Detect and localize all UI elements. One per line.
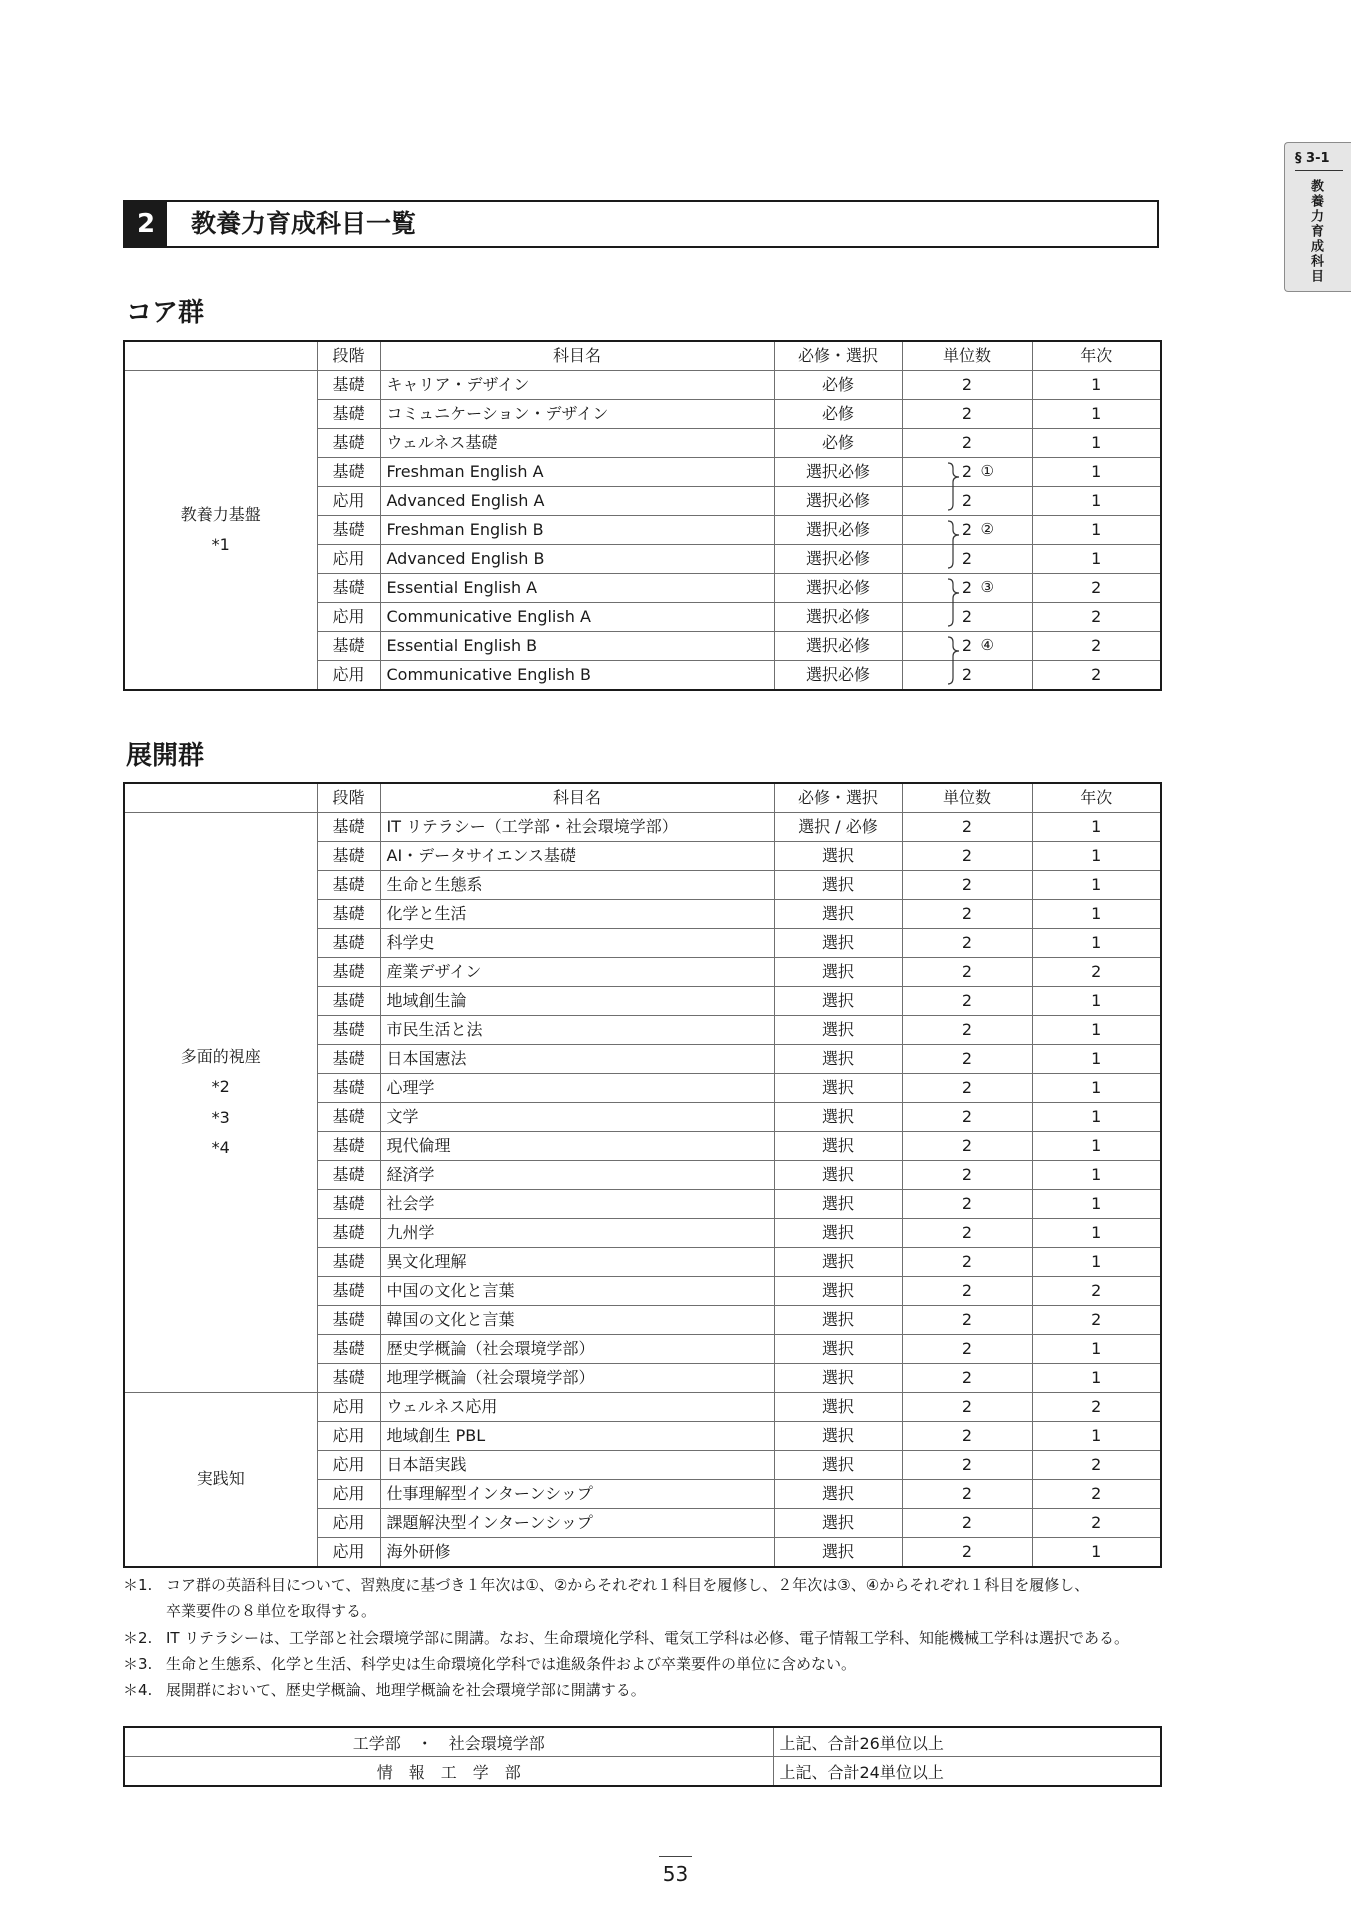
- credits-cell: 2: [902, 632, 1032, 661]
- table-header-row: [124, 341, 1161, 371]
- year-cell: 1: [1032, 429, 1161, 458]
- category-name: 多面的視座: [180, 1046, 261, 1066]
- level-cell: 基礎: [317, 1364, 380, 1393]
- requirement-cell: 選択: [774, 1103, 902, 1132]
- credits-cell: 2: [902, 458, 1032, 487]
- requirement-cell: 選択: [774, 1161, 902, 1190]
- subject-cell: 地域創生論: [380, 987, 774, 1016]
- year-cell: 1: [1032, 871, 1161, 900]
- table-row: [124, 813, 1161, 842]
- subject-cell: 地域創生 PBL: [380, 1422, 774, 1451]
- credits-cell: 2: [902, 813, 1032, 842]
- footnote: [123, 1572, 1163, 1625]
- level-cell: 応用: [317, 545, 380, 574]
- footnote-mark: ＊1.: [123, 1576, 153, 1594]
- level-cell: 応用: [317, 1393, 380, 1422]
- level-cell: 基礎: [317, 400, 380, 429]
- year-cell: 1: [1032, 458, 1161, 487]
- footnote-text: [166, 1677, 646, 1703]
- summary-row: [124, 1727, 1161, 1757]
- requirement-cell: 選択: [774, 1132, 902, 1161]
- subject-cell: 歴史学概論（社会環境学部）: [380, 1335, 774, 1364]
- credits-cell: 2: [902, 1364, 1032, 1393]
- subject-cell: 心理学: [380, 1074, 774, 1103]
- subject-cell: 社会学: [380, 1190, 774, 1219]
- level-cell: 応用: [317, 1451, 380, 1480]
- table-row: [124, 371, 1161, 400]
- footnote-line: IT リテラシーは、工学部と社会環境学部に開講。なお、生命環境化学科、電気工学科は必修、電子情報工学科、知能機械工学科は選択である。: [166, 1628, 1130, 1647]
- section-index-divider: [1295, 170, 1343, 171]
- credits-cell: 2: [902, 487, 1032, 516]
- subject-cell: 地理学概論（社会環境学部）: [380, 1364, 774, 1393]
- subject-cell: Advanced English B: [380, 545, 774, 574]
- header-credits: 単位数: [902, 783, 1032, 813]
- subject-cell: Essential English B ④: [380, 632, 774, 661]
- requirement-cell: 必修: [774, 400, 902, 429]
- requirement-cell: 選択: [774, 1480, 902, 1509]
- year-cell: 1: [1032, 1248, 1161, 1277]
- subject-cell: Freshman English A ①: [380, 458, 774, 487]
- page-number-rule: [659, 1856, 692, 1857]
- header-year: 年次: [1032, 783, 1161, 813]
- year-cell: 1: [1032, 1538, 1161, 1568]
- summary-faculty: 情 報 工 学 部: [124, 1757, 773, 1787]
- footnote-mark: ＊2.: [123, 1628, 153, 1647]
- header-requirement: 必修・選択: [774, 783, 902, 813]
- requirement-cell: 選択: [774, 958, 902, 987]
- level-cell: 基礎: [317, 1219, 380, 1248]
- requirement-cell: 選択必修: [774, 603, 902, 632]
- requirement-cell: 必修: [774, 429, 902, 458]
- level-cell: 基礎: [317, 929, 380, 958]
- subject-cell: 九州学: [380, 1219, 774, 1248]
- level-cell: 基礎: [317, 371, 380, 400]
- level-cell: 基礎: [317, 574, 380, 603]
- requirement-cell: 選択: [774, 1016, 902, 1045]
- header-level: 段階: [317, 783, 380, 813]
- credits-cell: 2: [902, 1103, 1032, 1132]
- requirement-cell: 選択必修: [774, 516, 902, 545]
- category-cell: [124, 813, 317, 1393]
- credits-cell: 2: [902, 400, 1032, 429]
- credits-cell: 2: [902, 1074, 1032, 1103]
- level-cell: 基礎: [317, 1190, 380, 1219]
- expansion-group-heading: 展開群: [126, 741, 205, 771]
- level-cell: 基礎: [317, 458, 380, 487]
- summary-faculty: 工学部 ・ 社会環境学部: [124, 1727, 773, 1757]
- footnote-line: 生命と生態系、化学と生活、科学史は生命環境化学科では進級条件および卒業要件の単位に含めない。: [166, 1654, 857, 1673]
- category-note: *2: [211, 1077, 230, 1097]
- year-cell: 1: [1032, 1045, 1161, 1074]
- requirement-cell: 選択: [774, 1190, 902, 1219]
- requirement-cell: 必修: [774, 371, 902, 400]
- subject-cell: IT リテラシー（工学部・社会環境学部）: [380, 813, 774, 842]
- header-subject: 科目名: [380, 783, 774, 813]
- table-header-row: [124, 783, 1161, 813]
- requirement-cell: 選択: [774, 1451, 902, 1480]
- footnote: [123, 1677, 1163, 1703]
- level-cell: 基礎: [317, 1103, 380, 1132]
- summary-requirement: 上記、合計26単位以上: [773, 1727, 1161, 1757]
- credits-cell: 2: [902, 842, 1032, 871]
- credits-cell: 2: [902, 871, 1032, 900]
- level-cell: 基礎: [317, 1132, 380, 1161]
- year-cell: 2: [1032, 574, 1161, 603]
- requirement-cell: 選択: [774, 1306, 902, 1335]
- credits-cell: 2: [902, 929, 1032, 958]
- credits-cell: 2: [902, 545, 1032, 574]
- footnote-mark: ＊4.: [123, 1681, 153, 1699]
- level-cell: 応用: [317, 1480, 380, 1509]
- credits-cell: 2: [902, 1016, 1032, 1045]
- group-marker: ①: [980, 462, 994, 480]
- level-cell: 基礎: [317, 632, 380, 661]
- subject-cell: ウェルネス基礎: [380, 429, 774, 458]
- level-cell: 基礎: [317, 1248, 380, 1277]
- footnote-text: [166, 1625, 1129, 1651]
- level-cell: 応用: [317, 661, 380, 691]
- requirement-cell: 選択: [774, 1335, 902, 1364]
- requirement-cell: 選択 / 必修: [774, 813, 902, 842]
- year-cell: 2: [1032, 1393, 1161, 1422]
- year-cell: 1: [1032, 545, 1161, 574]
- section-title-box: [123, 200, 1159, 248]
- requirement-cell: 選択必修: [774, 545, 902, 574]
- level-cell: 応用: [317, 1422, 380, 1451]
- credits-cell: 2: [902, 1509, 1032, 1538]
- level-cell: 応用: [317, 603, 380, 632]
- level-cell: 基礎: [317, 429, 380, 458]
- credits-cell: 2: [902, 603, 1032, 632]
- credits-cell: 2: [902, 1219, 1032, 1248]
- section-index-tab: [1284, 142, 1351, 292]
- level-cell: 基礎: [317, 1016, 380, 1045]
- subject-cell: 韓国の文化と言葉: [380, 1306, 774, 1335]
- year-cell: 2: [1032, 1480, 1161, 1509]
- year-cell: 1: [1032, 987, 1161, 1016]
- requirement-cell: 選択必修: [774, 632, 902, 661]
- credits-cell: 2: [902, 900, 1032, 929]
- year-cell: 2: [1032, 1509, 1161, 1538]
- credits-cell: 2: [902, 1248, 1032, 1277]
- level-cell: 応用: [317, 1538, 380, 1568]
- subject-cell: Essential English A ③: [380, 574, 774, 603]
- requirement-cell: 選択必修: [774, 574, 902, 603]
- level-cell: 基礎: [317, 813, 380, 842]
- footnote-line: 卒業要件の８単位を取得する。: [166, 1602, 377, 1621]
- core-course-table: [123, 340, 1162, 691]
- subject-cell: 化学と生活: [380, 900, 774, 929]
- credits-cell: 2: [902, 1393, 1032, 1422]
- footnote-text: [166, 1651, 856, 1677]
- year-cell: 1: [1032, 487, 1161, 516]
- credits-cell: 2: [902, 371, 1032, 400]
- year-cell: 1: [1032, 929, 1161, 958]
- subject-cell: 仕事理解型インターンシップ: [380, 1480, 774, 1509]
- credits-cell: 2: [902, 1132, 1032, 1161]
- page-number: 53: [662, 1862, 689, 1886]
- year-cell: 1: [1032, 1132, 1161, 1161]
- year-cell: 1: [1032, 1161, 1161, 1190]
- credits-cell: 2: [902, 1451, 1032, 1480]
- requirement-cell: 選択必修: [774, 458, 902, 487]
- year-cell: 1: [1032, 1190, 1161, 1219]
- level-cell: 基礎: [317, 871, 380, 900]
- subject-cell: 日本国憲法: [380, 1045, 774, 1074]
- subject-cell: 文学: [380, 1103, 774, 1132]
- year-cell: 2: [1032, 1277, 1161, 1306]
- header-category: [124, 783, 317, 813]
- subject-cell: 中国の文化と言葉: [380, 1277, 774, 1306]
- credits-cell: 2: [902, 1335, 1032, 1364]
- credits-cell: 2: [902, 661, 1032, 691]
- credits-cell: 2: [902, 1480, 1032, 1509]
- year-cell: 1: [1032, 1016, 1161, 1045]
- credits-cell: 2: [902, 1422, 1032, 1451]
- header-year: 年次: [1032, 341, 1161, 371]
- requirement-cell: 選択: [774, 1509, 902, 1538]
- footnote: [123, 1651, 1163, 1677]
- subject-cell: 市民生活と法: [380, 1016, 774, 1045]
- year-cell: 1: [1032, 900, 1161, 929]
- group-marker: ③: [980, 578, 994, 596]
- requirement-cell: 選択: [774, 1364, 902, 1393]
- category-note: *4: [211, 1137, 230, 1157]
- credits-cell: 2: [902, 516, 1032, 545]
- category-name: 教養力基盤: [180, 504, 261, 524]
- requirement-cell: 選択: [774, 1219, 902, 1248]
- year-cell: 1: [1032, 1422, 1161, 1451]
- subject-cell: ウェルネス応用: [380, 1393, 774, 1422]
- year-cell: 1: [1032, 842, 1161, 871]
- header-subject: 科目名: [380, 341, 774, 371]
- level-cell: 基礎: [317, 516, 380, 545]
- subject-cell: コミュニケーション・デザイン: [380, 400, 774, 429]
- credits-cell: 2: [902, 1538, 1032, 1568]
- header-level: 段階: [317, 341, 380, 371]
- credits-cell: 2: [902, 1190, 1032, 1219]
- subject-cell: 科学史: [380, 929, 774, 958]
- level-cell: 基礎: [317, 900, 380, 929]
- table-row: [124, 1393, 1161, 1422]
- footnote-line: コア群の英語科目について、習熟度に基づき１年次は①、②からそれぞれ１科目を履修し、２年次は③、④からそれぞれ１科目を履修し、: [166, 1576, 1090, 1594]
- level-cell: 応用: [317, 487, 380, 516]
- level-cell: 基礎: [317, 987, 380, 1016]
- credits-cell: 2: [902, 1045, 1032, 1074]
- credits-cell: 2: [902, 1306, 1032, 1335]
- group-marker: ②: [980, 520, 994, 538]
- requirement-cell: 選択必修: [774, 487, 902, 516]
- subject-cell: キャリア・デザイン: [380, 371, 774, 400]
- requirement-cell: 選択: [774, 900, 902, 929]
- year-cell: 1: [1032, 1335, 1161, 1364]
- level-cell: 基礎: [317, 1161, 380, 1190]
- section-number: 2: [125, 202, 167, 246]
- level-cell: 応用: [317, 1509, 380, 1538]
- year-cell: 2: [1032, 661, 1161, 691]
- level-cell: 基礎: [317, 1306, 380, 1335]
- year-cell: 2: [1032, 1306, 1161, 1335]
- requirement-cell: 選択: [774, 842, 902, 871]
- section-title: 教養力育成科目一覧: [191, 209, 417, 238]
- requirement-cell: 選択: [774, 1277, 902, 1306]
- year-cell: 1: [1032, 1103, 1161, 1132]
- requirement-cell: 選択: [774, 987, 902, 1016]
- requirement-cell: 選択: [774, 929, 902, 958]
- year-cell: 2: [1032, 632, 1161, 661]
- subject-cell: Communicative English A: [380, 603, 774, 632]
- credits-cell: 2: [902, 574, 1032, 603]
- group-marker: ④: [980, 636, 994, 654]
- requirement-cell: 選択必修: [774, 661, 902, 691]
- footnote-text: [166, 1572, 1089, 1625]
- requirement-cell: 選択: [774, 1393, 902, 1422]
- subject-cell: 日本語実践: [380, 1451, 774, 1480]
- subject-cell: Freshman English B ②: [380, 516, 774, 545]
- year-cell: 2: [1032, 1451, 1161, 1480]
- credit-summary-table: [123, 1726, 1162, 1787]
- year-cell: 1: [1032, 813, 1161, 842]
- category-note: *1: [211, 535, 230, 554]
- credits-cell: 2: [902, 429, 1032, 458]
- section-index-label: 教養力育成科目: [1308, 179, 1323, 284]
- level-cell: 基礎: [317, 842, 380, 871]
- year-cell: 2: [1032, 958, 1161, 987]
- subject-cell: 生命と生態系: [380, 871, 774, 900]
- subject-cell: 異文化理解: [380, 1248, 774, 1277]
- subject-cell: 課題解決型インターンシップ: [380, 1509, 774, 1538]
- requirement-cell: 選択: [774, 1248, 902, 1277]
- requirement-cell: 選択: [774, 1538, 902, 1568]
- subject-cell: AI・データサイエンス基礎: [380, 842, 774, 871]
- category-cell: [124, 371, 317, 691]
- core-group-heading: コア群: [126, 298, 205, 328]
- year-cell: 1: [1032, 1074, 1161, 1103]
- summary-requirement: 上記、合計24単位以上: [773, 1757, 1161, 1787]
- year-cell: 1: [1032, 1219, 1161, 1248]
- header-category: [124, 341, 317, 371]
- year-cell: 1: [1032, 400, 1161, 429]
- footnotes: [123, 1572, 1163, 1703]
- subject-cell: 海外研修: [380, 1538, 774, 1568]
- year-cell: 1: [1032, 516, 1161, 545]
- subject-cell: Advanced English A: [380, 487, 774, 516]
- subject-cell: 経済学: [380, 1161, 774, 1190]
- level-cell: 基礎: [317, 1335, 380, 1364]
- subject-cell: 現代倫理: [380, 1132, 774, 1161]
- year-cell: 1: [1032, 371, 1161, 400]
- requirement-cell: 選択: [774, 1045, 902, 1074]
- summary-row: [124, 1757, 1161, 1787]
- year-cell: 2: [1032, 603, 1161, 632]
- level-cell: 基礎: [317, 1277, 380, 1306]
- requirement-cell: 選択: [774, 871, 902, 900]
- section-index-number: § 3-1: [1295, 151, 1330, 166]
- header-requirement: 必修・選択: [774, 341, 902, 371]
- level-cell: 基礎: [317, 958, 380, 987]
- credits-cell: 2: [902, 1277, 1032, 1306]
- category-note: *3: [211, 1107, 230, 1127]
- expansion-course-table: [123, 782, 1162, 1568]
- credits-cell: 2: [902, 958, 1032, 987]
- requirement-cell: 選択: [774, 1074, 902, 1103]
- requirement-cell: 選択: [774, 1422, 902, 1451]
- footnote-mark: ＊3.: [123, 1654, 153, 1673]
- footnote-line: 展開群において、歴史学概論、地理学概論を社会環境学部に開講する。: [166, 1681, 646, 1699]
- subject-cell: 産業デザイン: [380, 958, 774, 987]
- level-cell: 基礎: [317, 1045, 380, 1074]
- subject-cell: Communicative English B: [380, 661, 774, 691]
- level-cell: 基礎: [317, 1074, 380, 1103]
- header-credits: 単位数: [902, 341, 1032, 371]
- year-cell: 1: [1032, 1364, 1161, 1393]
- credits-cell: 2: [902, 1161, 1032, 1190]
- category-cell: 実践知: [124, 1393, 317, 1568]
- credits-cell: 2: [902, 987, 1032, 1016]
- footnote: [123, 1625, 1163, 1651]
